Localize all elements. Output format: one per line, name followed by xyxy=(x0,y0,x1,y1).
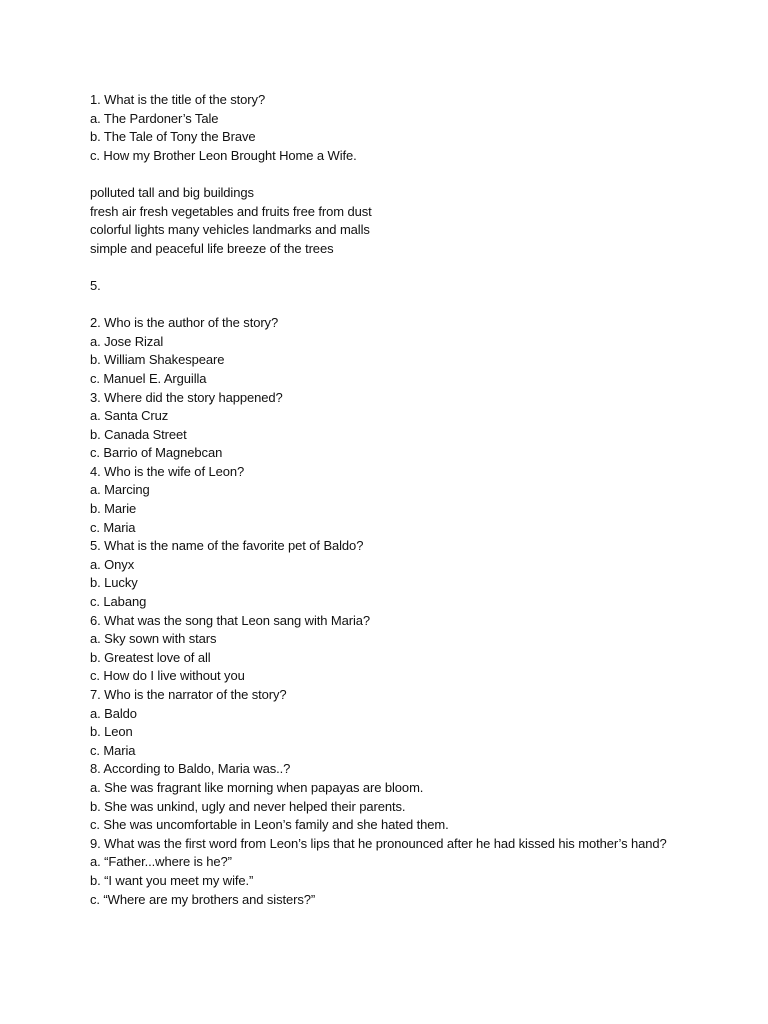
text-line: 4. Who is the wife of Leon? xyxy=(90,463,245,479)
text-line: c. How my Brother Leon Brought Home a Wife. xyxy=(90,147,357,163)
text-line: 3. Where did the story happened? xyxy=(90,389,283,405)
text-line: b. The Tale of Tony the Brave xyxy=(90,129,256,145)
text-line: b. Leon xyxy=(90,724,133,740)
text-line: 5. What is the name of the favorite pet of Baldo? xyxy=(90,538,364,554)
text-line: a. She was fragrant like morning when papayas are bloom. xyxy=(90,779,424,795)
text-line: c. “Where are my brothers and sisters?” xyxy=(90,891,316,907)
text-line: c. How do I live without you xyxy=(90,668,245,684)
document-page xyxy=(90,91,750,909)
text-line: b. William Shakespeare xyxy=(90,352,225,368)
text-line: b. Lucky xyxy=(90,575,138,591)
text-line: a. Onyx xyxy=(90,556,135,572)
text-line: c. Maria xyxy=(90,742,136,758)
text-line: 8. According to Baldo, Maria was..? xyxy=(90,761,291,777)
text-line: a. “Father...where is he?” xyxy=(90,854,232,870)
text-line: b. Greatest love of all xyxy=(90,649,211,665)
text-line: a. Marcing xyxy=(90,482,150,498)
text-line: c. Barrio of Magnebcan xyxy=(90,445,223,461)
blank-line xyxy=(90,165,750,184)
text-line: 2. Who is the author of the story? xyxy=(90,315,279,331)
text-line: simple and peaceful life breeze of the trees xyxy=(90,240,334,256)
text-line: 7. Who is the narrator of the story? xyxy=(90,687,287,702)
text-line: polluted tall and big buildings xyxy=(90,184,254,200)
item-number-block xyxy=(90,277,750,296)
text-line: a. Baldo xyxy=(90,705,137,721)
text-line: a. The Pardoner’s Tale xyxy=(90,110,219,126)
text-line: 9. What was the first word from Leon’s lips that he pronounced after he had kissed his mother’s hand? xyxy=(90,835,667,851)
text-line: a. Santa Cruz xyxy=(90,408,169,424)
text-line: fresh air fresh vegetables and fruits free from dust xyxy=(90,203,372,219)
quiz-block-questions xyxy=(90,314,750,909)
text-line: a. Jose Rizal xyxy=(90,333,164,349)
text-line: b. Canada Street xyxy=(90,426,187,442)
blank-line xyxy=(90,296,750,315)
text-line: a. Sky sown with stars xyxy=(90,631,217,647)
text-line: c. She was uncomfortable in Leon’s family and she hated them. xyxy=(90,817,449,833)
quiz-block-title xyxy=(90,91,750,165)
blank-line xyxy=(90,258,750,277)
text-line: 5. xyxy=(90,277,101,293)
text-line: 1. What is the title of the story? xyxy=(90,92,266,107)
text-line: b. “I want you meet my wife.” xyxy=(90,872,254,888)
text-line: c. Labang xyxy=(90,594,147,610)
text-line: b. Marie xyxy=(90,501,137,517)
text-line: c. Manuel E. Arguilla xyxy=(90,370,207,386)
word-list-block xyxy=(90,184,750,258)
text-line: c. Maria xyxy=(90,519,136,535)
text-line: colorful lights many vehicles landmarks and malls xyxy=(90,222,370,238)
text-line: b. She was unkind, ugly and never helped their parents. xyxy=(90,798,406,814)
text-line: 6. What was the song that Leon sang with Maria? xyxy=(90,612,371,628)
